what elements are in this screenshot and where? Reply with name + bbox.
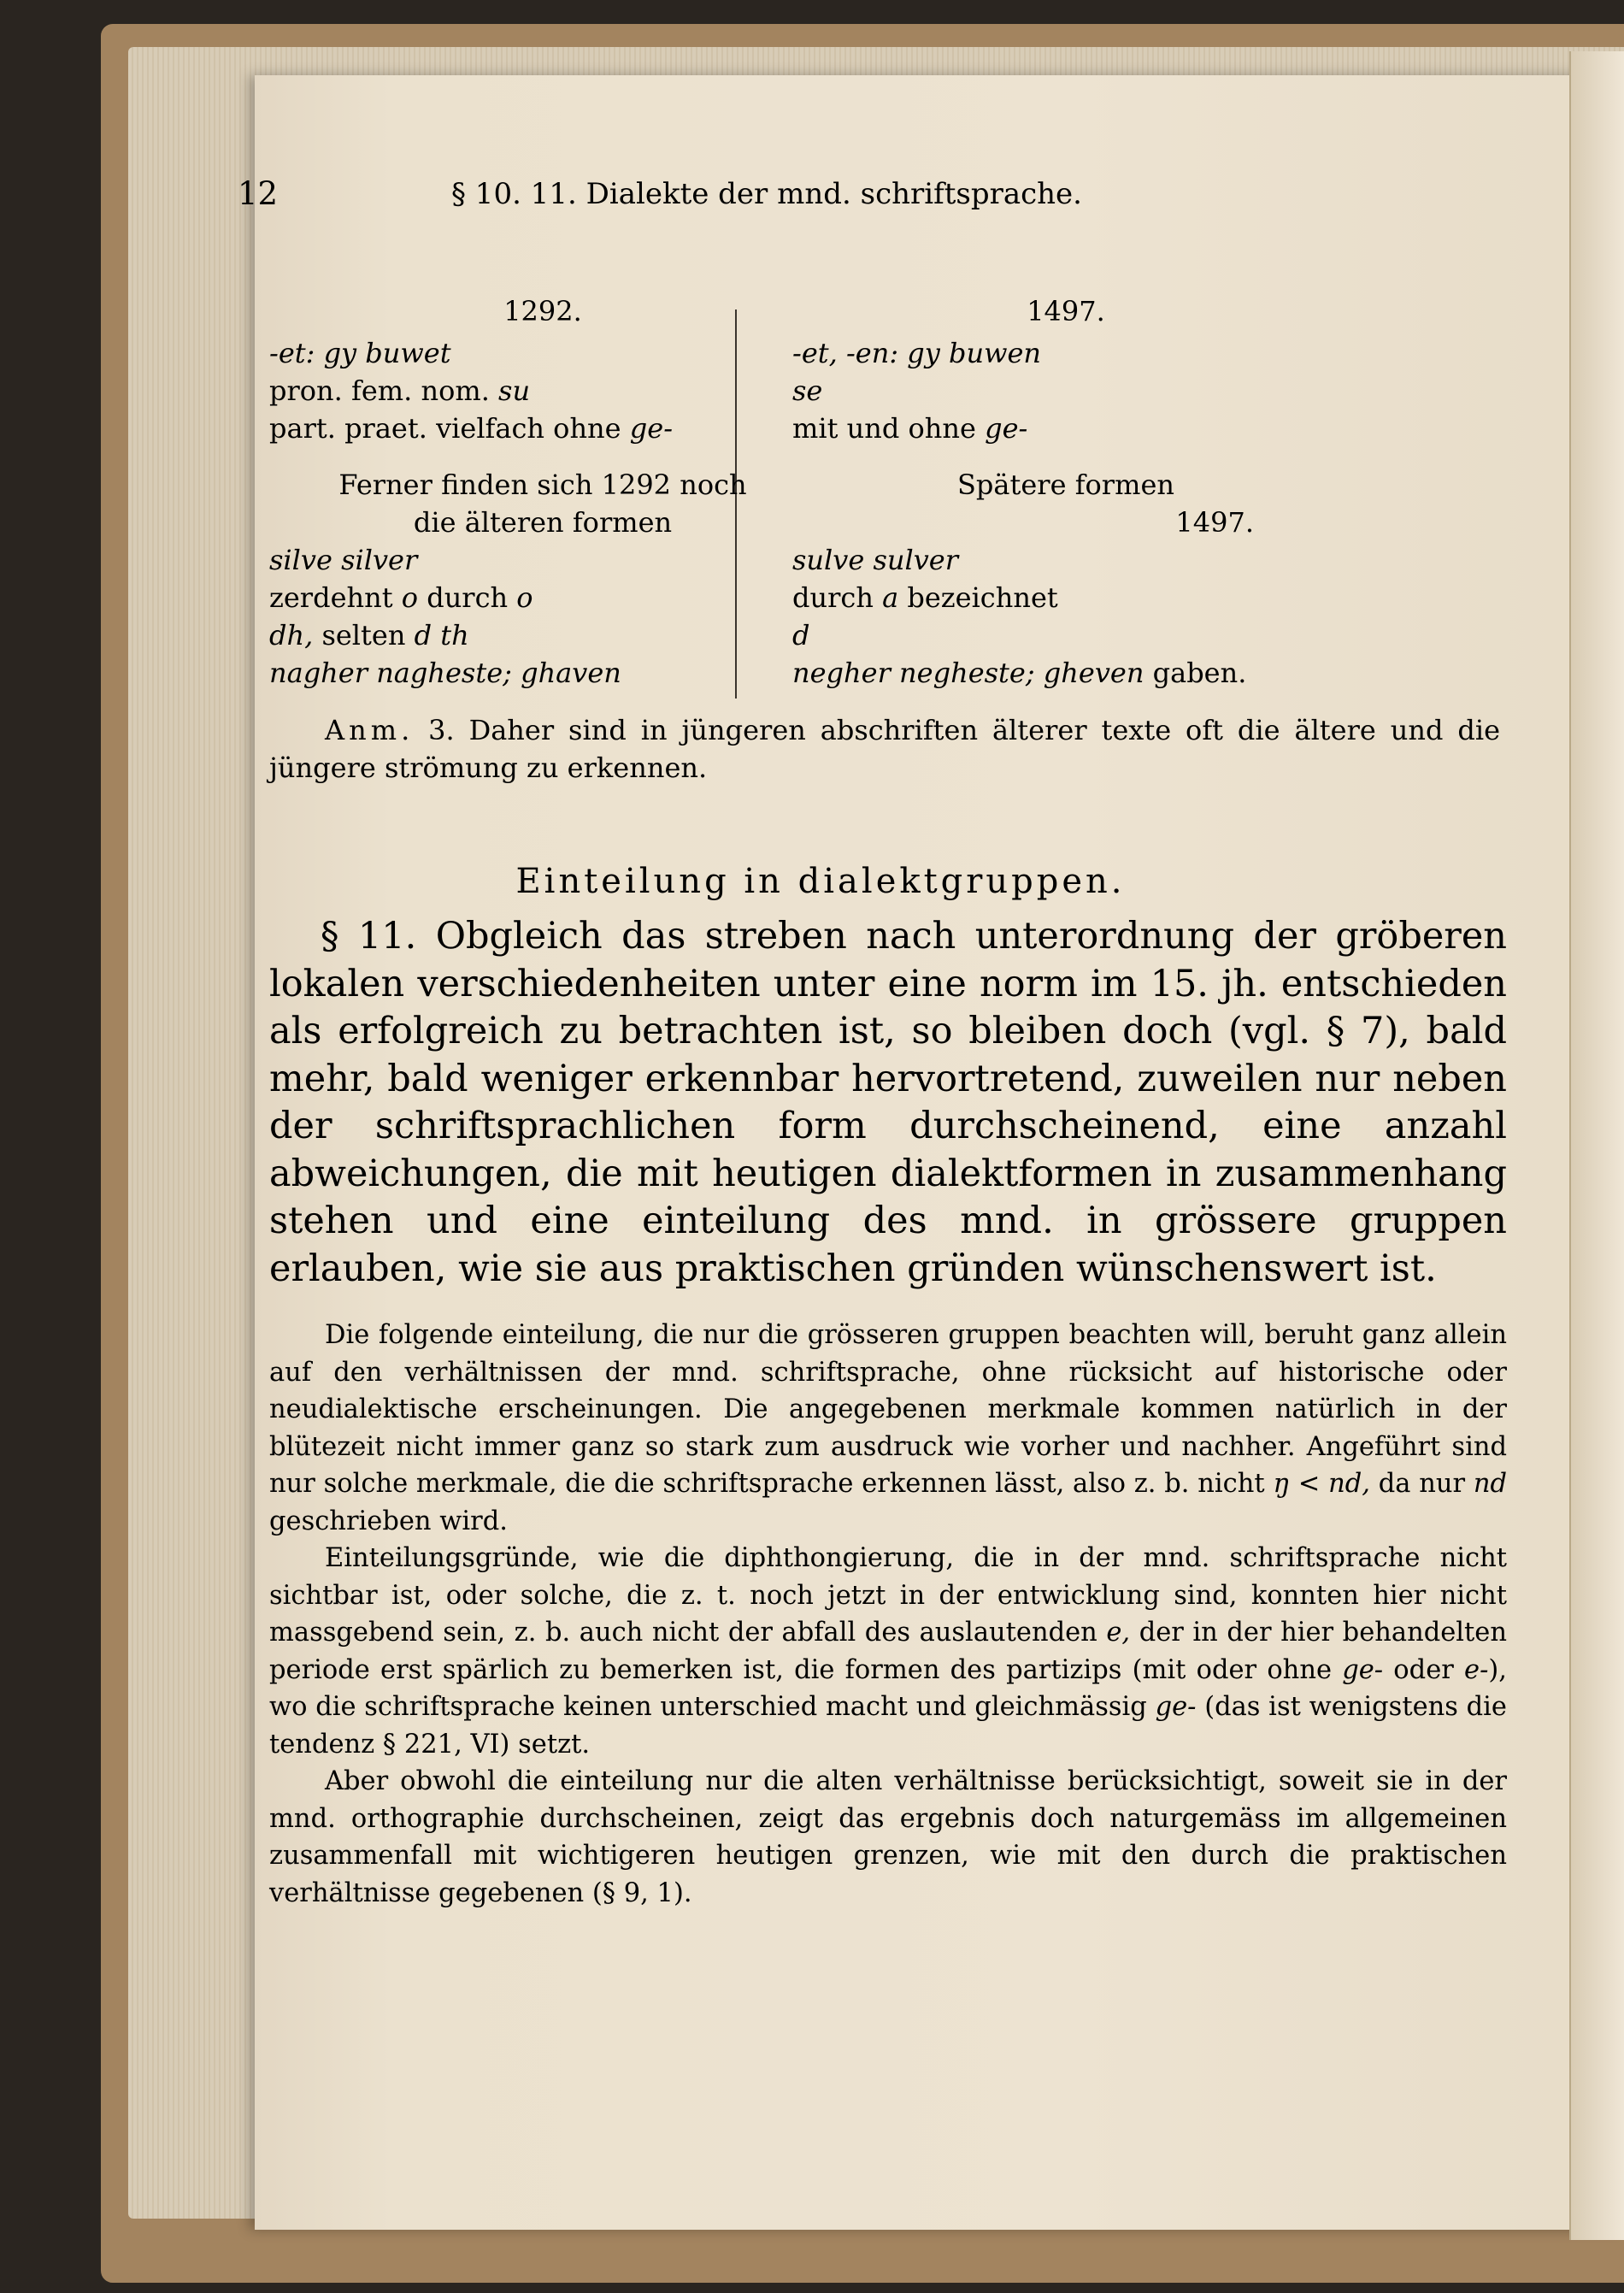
main-paragraph xyxy=(269,913,1507,1293)
column-line: sulve sulver xyxy=(792,544,959,576)
column-line: zerdehnt o durch o xyxy=(269,581,533,614)
column-year: 1497. xyxy=(1027,295,1105,327)
annotation-label: Anm. xyxy=(325,714,415,746)
column-line: negher negheste; gheven gaben. xyxy=(792,657,1247,689)
running-head xyxy=(238,175,1280,227)
paragraph-text: Obgleich das streben nach unterordnung der gröberen lokalen verschiedenheiten unter eine norm im 15. jh. entschieden als erfolgreich zu betrachten ist, so bleiben doch (vgl. § 7), bald mehr, bald weniger erkennbar hervortretend, zuweilen nur neben der schriftsprachlichen form durchscheinend, eine anzahl abweichungen, die mit heutigen dialektformen in zusammenhang stehen und eine einteilung des mnd. in grössere gruppen erlauben, wie sie aus praktischen gründen wünschenswert ist. xyxy=(269,915,1507,1290)
column-line: d xyxy=(792,619,810,651)
column-line: part. praet. vielfach ohne ge- xyxy=(269,412,673,445)
page-number: 12 xyxy=(238,175,279,212)
column-line: mit und ohne ge- xyxy=(792,412,1028,445)
column-1292 xyxy=(269,295,816,692)
paragraph-number: § 11. xyxy=(321,915,417,958)
column-line: pron. fem. nom. su xyxy=(269,374,531,407)
column-line: silve silver xyxy=(269,544,418,576)
column-line: dh, selten d th xyxy=(269,619,469,651)
column-line: durch a bezeichnet xyxy=(792,581,1058,614)
column-line: se xyxy=(792,374,823,407)
column-note: Ferner finden sich 1292 noch xyxy=(338,469,747,501)
facing-page-edge xyxy=(1569,51,1624,2240)
column-note: 1497. xyxy=(1175,506,1254,539)
annotation-note xyxy=(269,711,1500,787)
column-note: die älteren formen xyxy=(413,506,673,539)
section-heading: Einteilung in dialektgruppen. xyxy=(515,862,1126,901)
note-paragraph: Aber obwohl die einteilung nur die alten verhältnisse berücksichtigt, soweit sie in der mnd. orthographie durchscheinen, zeigt das ergebnis doch naturgemäss im allgemeinen zusammenfall mit wichtigeren heutigen grenzen, wie mit den durch die praktischen verhältnisse gegebenen (§ 9, 1). xyxy=(269,1766,1507,1908)
column-line: -et, -en: gy buwen xyxy=(792,337,1042,369)
column-line: nagher nagheste; ghaven xyxy=(269,657,621,689)
note-paragraph: Einteilungsgründe, wie die diphthongierung, die in der mnd. schriftsprache nicht sichtbar ist, oder solche, die z. t. noch jetzt in der entwicklung sind, konnten hier nicht massgebend sein, z. b. auch nicht der abfall des auslautenden e, der in der hier behandelten periode erst spärlich zu bemerken ist, die formen des partizips (mit oder ohne ge- oder e-), wo die schriftsprache keinen unterschied macht und gleichmässig ge- (das ist wenigstens die tendenz § 221, VI) setzt. xyxy=(269,1543,1508,1760)
running-title: § 10. 11. Dialekte der mnd. schriftsprache. xyxy=(451,177,1082,211)
note-paragraph: Die folgende einteilung, die nur die grösseren gruppen beachten will, beruht ganz allein auf den verhältnissen der mnd. schriftsprache, ohne rücksicht auf historische oder neudialektische erscheinungen. Die angegebenen merkmale kommen natürlich in der blütezeit nicht immer ganz so stark zum ausdruck wie vorher und nachher. Angeführt sind nur solche merkmale, die die schriftsprache erkennen lässt, also z. b. nicht ŋ < nd, da nur nd geschrieben wird. xyxy=(269,1320,1507,1536)
column-note: Spätere formen xyxy=(957,469,1174,501)
column-line: -et: gy buwet xyxy=(269,337,451,369)
column-1497 xyxy=(792,295,1339,692)
small-print-notes xyxy=(269,1317,1507,1912)
annotation-text: 3. Daher sind in jüngeren abschriften älterer texte oft die ältere und die jüngere strömung zu erkennen. xyxy=(269,714,1501,784)
comparison-columns xyxy=(269,295,1526,714)
column-year: 1292. xyxy=(503,295,582,327)
